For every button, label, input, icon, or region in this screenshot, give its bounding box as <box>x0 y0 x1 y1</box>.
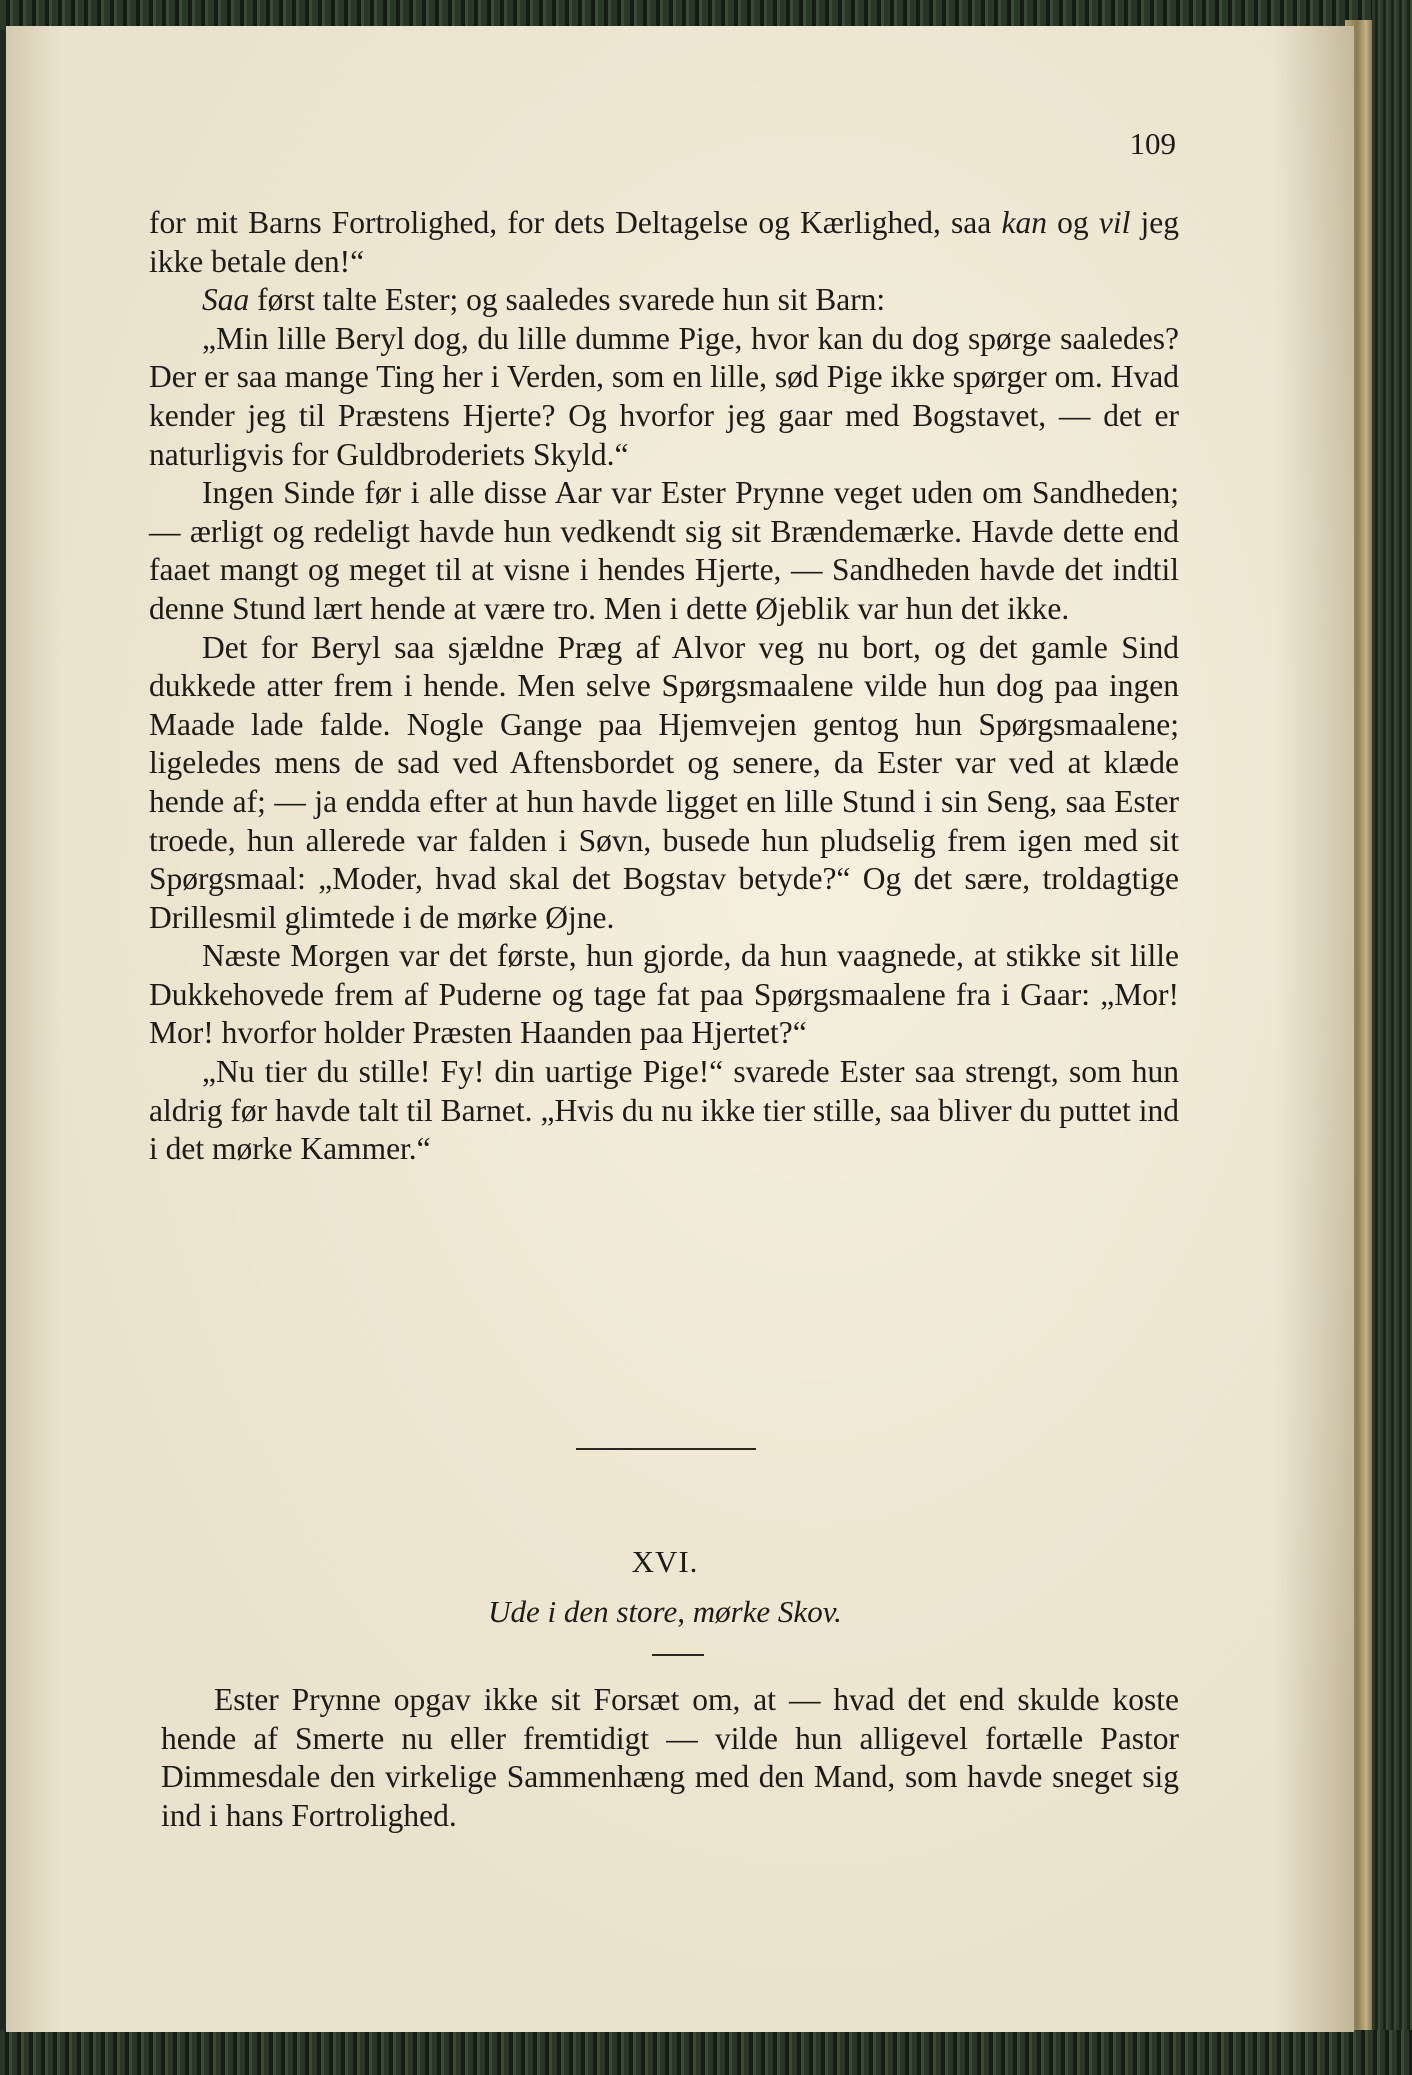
book-bottom-edge <box>0 2030 1412 2075</box>
body-text <box>149 204 1179 1169</box>
chapter-title-rule <box>652 1654 704 1656</box>
paragraph-1-text-b: og <box>1046 205 1099 240</box>
paragraph-3: „Min lille Beryl dog, du lille dumme Pige, hvor kan du dog spørge saaledes? Der er saa mange Ting her i Verden, som en lille, sød Pige ikke spørger om. Hvad kender jeg til Præstens Hjerte? Og hvorfor jeg gaar med Bogstavet, — det er naturligvis for Guldbroderiets Skyld.“ <box>149 320 1179 472</box>
paragraph-5: Det for Beryl saa sjældne Præg af Alvor veg nu bort, og det gamle Sind dukkede atter frem i hende. Men selve Spørgsmaalene vilde hun dog paa ingen Maade lade falde. Nogle Gange paa Hjemvejen gentog hun Spørgsmaalene; ligeledes mens de sad ved Aftensbordet og senere, da Ester var ved at klæde hende af; — ja endda efter at hun havde ligget en lille Stund i sin Seng, saa Ester troede, hun allerede var falden i Søvn, busede hun pludselig frem igen med sit Spørgsmaal: „Moder, hvad skal det Bogstav betyde?“ Og det sære, troldagtige Drillesmil glimtede i de mørke Øjne. <box>149 629 1179 935</box>
chapter-title: Ude i den store, mørke Skov. <box>488 1594 842 1629</box>
paragraph-1 <box>149 204 1179 281</box>
book-page <box>6 26 1354 2032</box>
chapter-paragraph-1: Ester Prynne opgav ikke sit Forsæt om, at — hvad det end skulde koste hende af Smerte nu eller fremtidigt — vilde hun alligevel fortælle Pastor Dimmesdale den virkelige Sammenhæng med den Mand, som havde sneget sig ind i hans Fortrolighed. <box>161 1682 1179 1833</box>
paragraph-6: Næste Morgen var det første, hun gjorde, da hun vaagnede, at stikke sit lille Dukkehovede frem af Puderne og tage fat paa Spørgsmaalene fra i Gaar: „Mor! Mor! hvorfor holder Præsten Haanden paa Hjertet?“ <box>149 938 1179 1051</box>
book-cover-edge <box>1372 0 1412 2075</box>
section-divider <box>576 1448 756 1450</box>
paragraph-1-text-c: jeg ikke betale den!“ <box>149 205 1180 279</box>
page-number: 109 <box>1129 126 1176 161</box>
paragraph-1-text-a: for mit Barns Fortrolighed, for dets Deltagelse og Kærlighed, saa <box>149 205 1002 240</box>
emphasis-kan: kan <box>1001 205 1047 240</box>
paragraph-4: Ingen Sinde før i alle disse Aar var Ester Prynne veget uden om Sandheden; — ærligt og redeligt havde hun vedkendt sig sit Brændemærke. Havde dette end faaet mangt og meget til at visne i hendes Hjerte, — Sandheden havde det indtil denne Stund lært hende at være tro. Men i dette Øjeblik var hun det ikke. <box>149 475 1179 626</box>
paragraph-2-text: først talte Ester; og saaledes svarede hun sit Barn: <box>249 282 886 318</box>
chapter-body-text <box>161 1681 1179 1835</box>
paragraph-2 <box>149 281 1179 320</box>
paragraph-7: „Nu tier du stille! Fy! din uartige Pige!“ svarede Ester saa strengt, som hun aldrig før havde talt til Barnet. „Hvis du nu ikke tier stille, saa bliver du puttet ind i det mørke Kammer.“ <box>149 1054 1179 1167</box>
emphasis-vil: vil <box>1098 205 1131 240</box>
emphasis-saa: Saa <box>202 282 250 318</box>
chapter-number: XVI. <box>631 1544 699 1579</box>
